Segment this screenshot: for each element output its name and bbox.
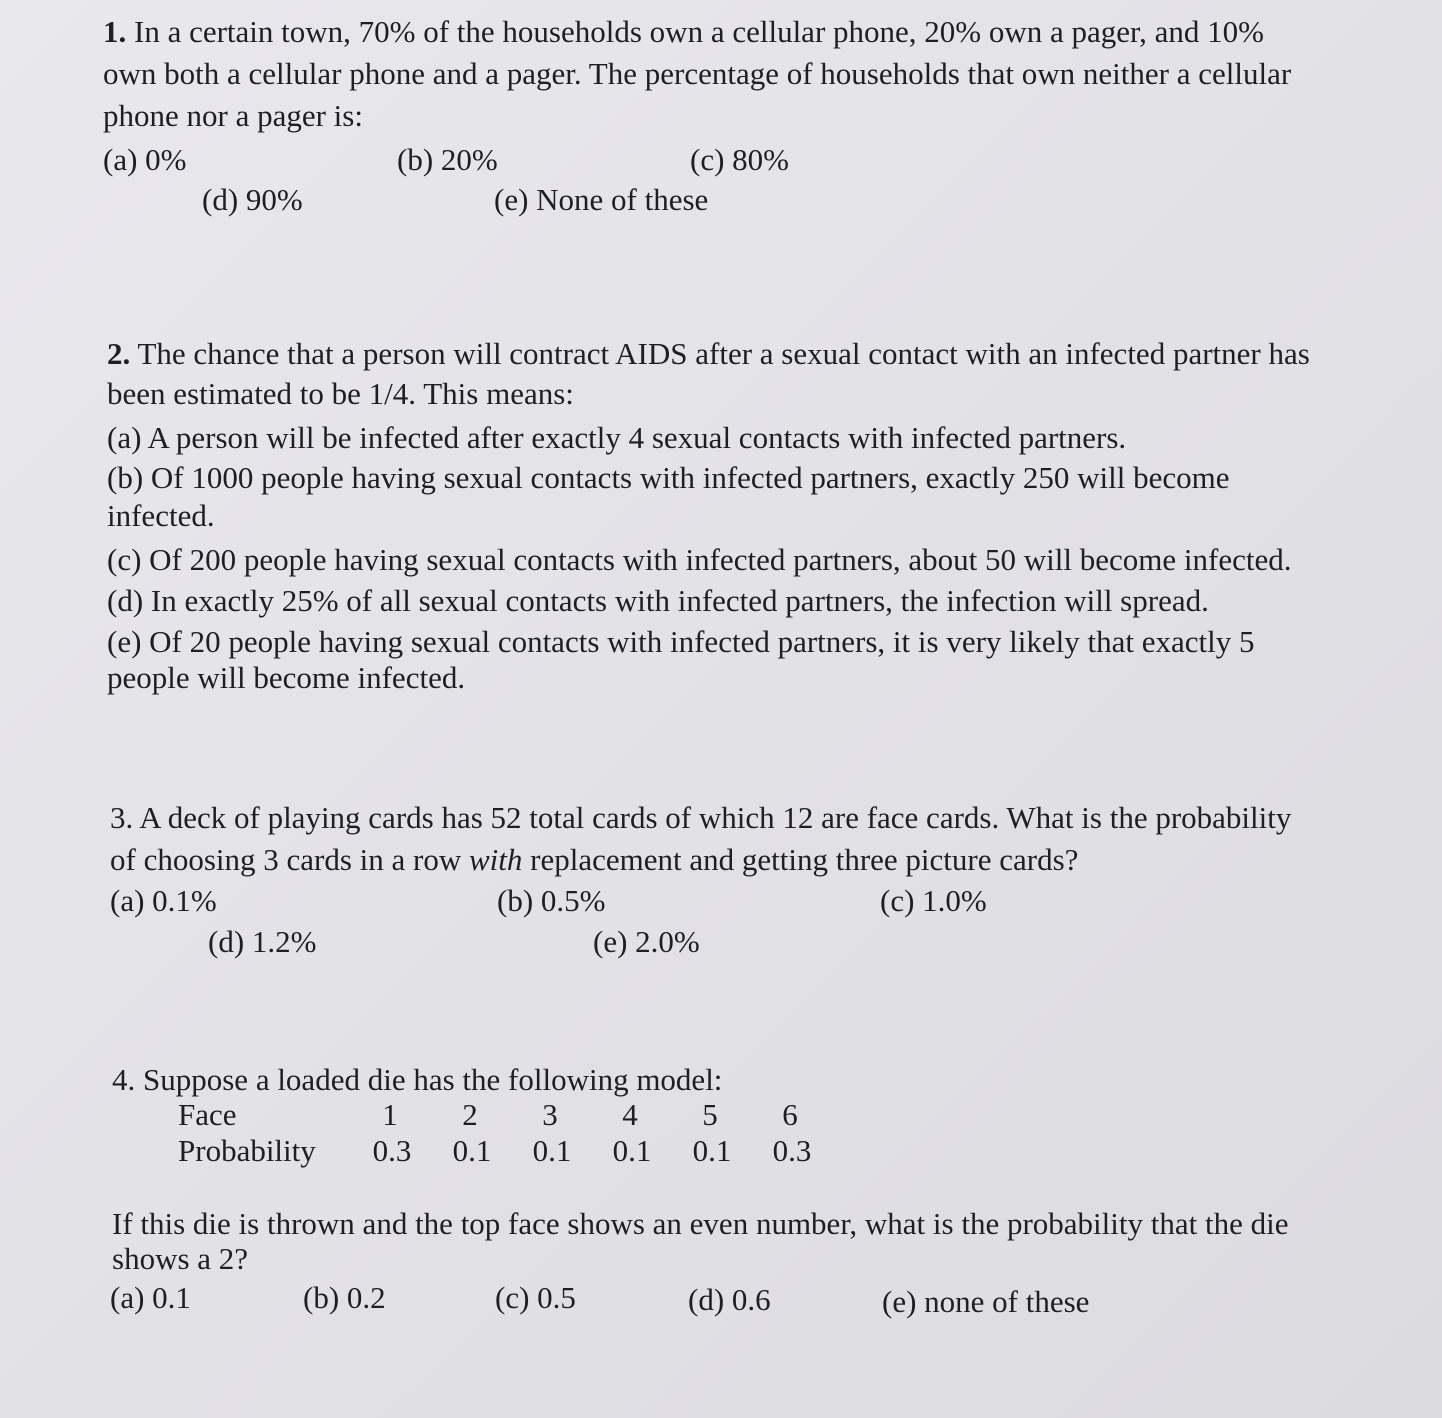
table-row-label-probability: Probability xyxy=(178,1133,316,1168)
table-probability-6: 0.3 xyxy=(772,1133,812,1168)
question-4-text-1: Suppose a loaded die has the following model: xyxy=(143,1062,723,1097)
question-1-number: 1. xyxy=(103,14,127,49)
question-2-line-1 xyxy=(107,336,1310,372)
table-face-6: 6 xyxy=(782,1097,798,1132)
question-3-option-b: (b) 0.5% xyxy=(497,883,606,918)
table-face-2: 2 xyxy=(462,1097,478,1132)
question-2-option-d: (d) In exactly 25% of all sexual contacts with infected partners, the infection will spread. xyxy=(107,583,1209,618)
question-4-line-1 xyxy=(112,1062,722,1098)
table-face-1: 1 xyxy=(382,1097,398,1132)
table-face-3: 3 xyxy=(542,1097,558,1132)
question-3-text-2b-italic: with xyxy=(469,842,523,877)
question-4-option-e: (e) none of these xyxy=(882,1284,1090,1319)
question-1-option-a: (a) 0% xyxy=(103,142,187,177)
question-4-option-b: (b) 0.2 xyxy=(303,1280,386,1315)
table-face-5: 5 xyxy=(702,1097,718,1132)
question-3-text-2a: of choosing 3 cards in a row xyxy=(110,842,462,877)
question-4-followup-line-2: shows a 2? xyxy=(112,1241,249,1276)
question-1-option-e: (e) None of these xyxy=(494,182,709,217)
question-1-option-c: (c) 80% xyxy=(690,142,789,177)
question-1-option-b: (b) 20% xyxy=(397,142,498,177)
question-2-option-e: (e) Of 20 people having sexual contacts with infected partners, it is very likely that exactly 5 xyxy=(107,624,1255,659)
table-row-label-face: Face xyxy=(178,1097,237,1132)
question-3-option-e: (e) 2.0% xyxy=(593,924,700,959)
question-3-option-c: (c) 1.0% xyxy=(880,883,987,918)
question-3-text-1: A deck of playing cards has 52 total cards of which 12 are face cards. What is the probability xyxy=(139,800,1292,835)
question-4-option-d: (d) 0.6 xyxy=(688,1282,771,1317)
table-probability-3: 0.1 xyxy=(532,1133,572,1168)
question-3-line-2 xyxy=(110,842,1078,878)
question-2-option-b-continued: infected. xyxy=(107,498,215,533)
question-3-option-a: (a) 0.1% xyxy=(110,883,217,918)
table-face-4: 4 xyxy=(622,1097,638,1132)
question-2-number: 2. xyxy=(107,336,131,371)
question-2-option-b: (b) Of 1000 people having sexual contacts with infected partners, exactly 250 will become xyxy=(107,460,1230,495)
question-2-option-e-continued: people will become infected. xyxy=(107,660,466,695)
question-1-line-3: phone nor a pager is: xyxy=(103,98,363,133)
question-2-option-a: (a) A person will be infected after exactly 4 sexual contacts with infected partners. xyxy=(107,420,1127,455)
question-3-text-2c: replacement and getting three picture cards? xyxy=(530,842,1079,877)
question-1-line-1 xyxy=(103,14,1264,50)
question-4-number: 4. xyxy=(112,1062,136,1097)
table-probability-2: 0.1 xyxy=(452,1133,492,1168)
table-probability-4: 0.1 xyxy=(612,1133,652,1168)
question-3-option-d: (d) 1.2% xyxy=(208,924,317,959)
question-2-option-c: (c) Of 200 people having sexual contacts with infected partners, about 50 will become infected. xyxy=(107,542,1292,577)
question-1-line-2: own both a cellular phone and a pager. The percentage of households that own neither a cellular xyxy=(103,56,1292,91)
question-3-line-1 xyxy=(110,800,1291,836)
table-probability-5: 0.1 xyxy=(692,1133,732,1168)
question-3-number: 3. xyxy=(110,800,134,835)
question-4-followup-line-1: If this die is thrown and the top face shows an even number, what is the probability that the die xyxy=(112,1206,1289,1241)
table-probability-1: 0.3 xyxy=(372,1133,412,1168)
question-4-option-a: (a) 0.1 xyxy=(110,1280,191,1315)
question-1-text-1: In a certain town, 70% of the households own a cellular phone, 20% own a pager, and 10% xyxy=(134,14,1264,49)
question-4-option-c: (c) 0.5 xyxy=(495,1280,576,1315)
question-1-option-d: (d) 90% xyxy=(202,182,303,217)
question-2-line-2: been estimated to be 1/4. This means: xyxy=(107,376,574,411)
question-2-text-1: The chance that a person will contract AIDS after a sexual contact with an infected partner has xyxy=(137,336,1310,371)
